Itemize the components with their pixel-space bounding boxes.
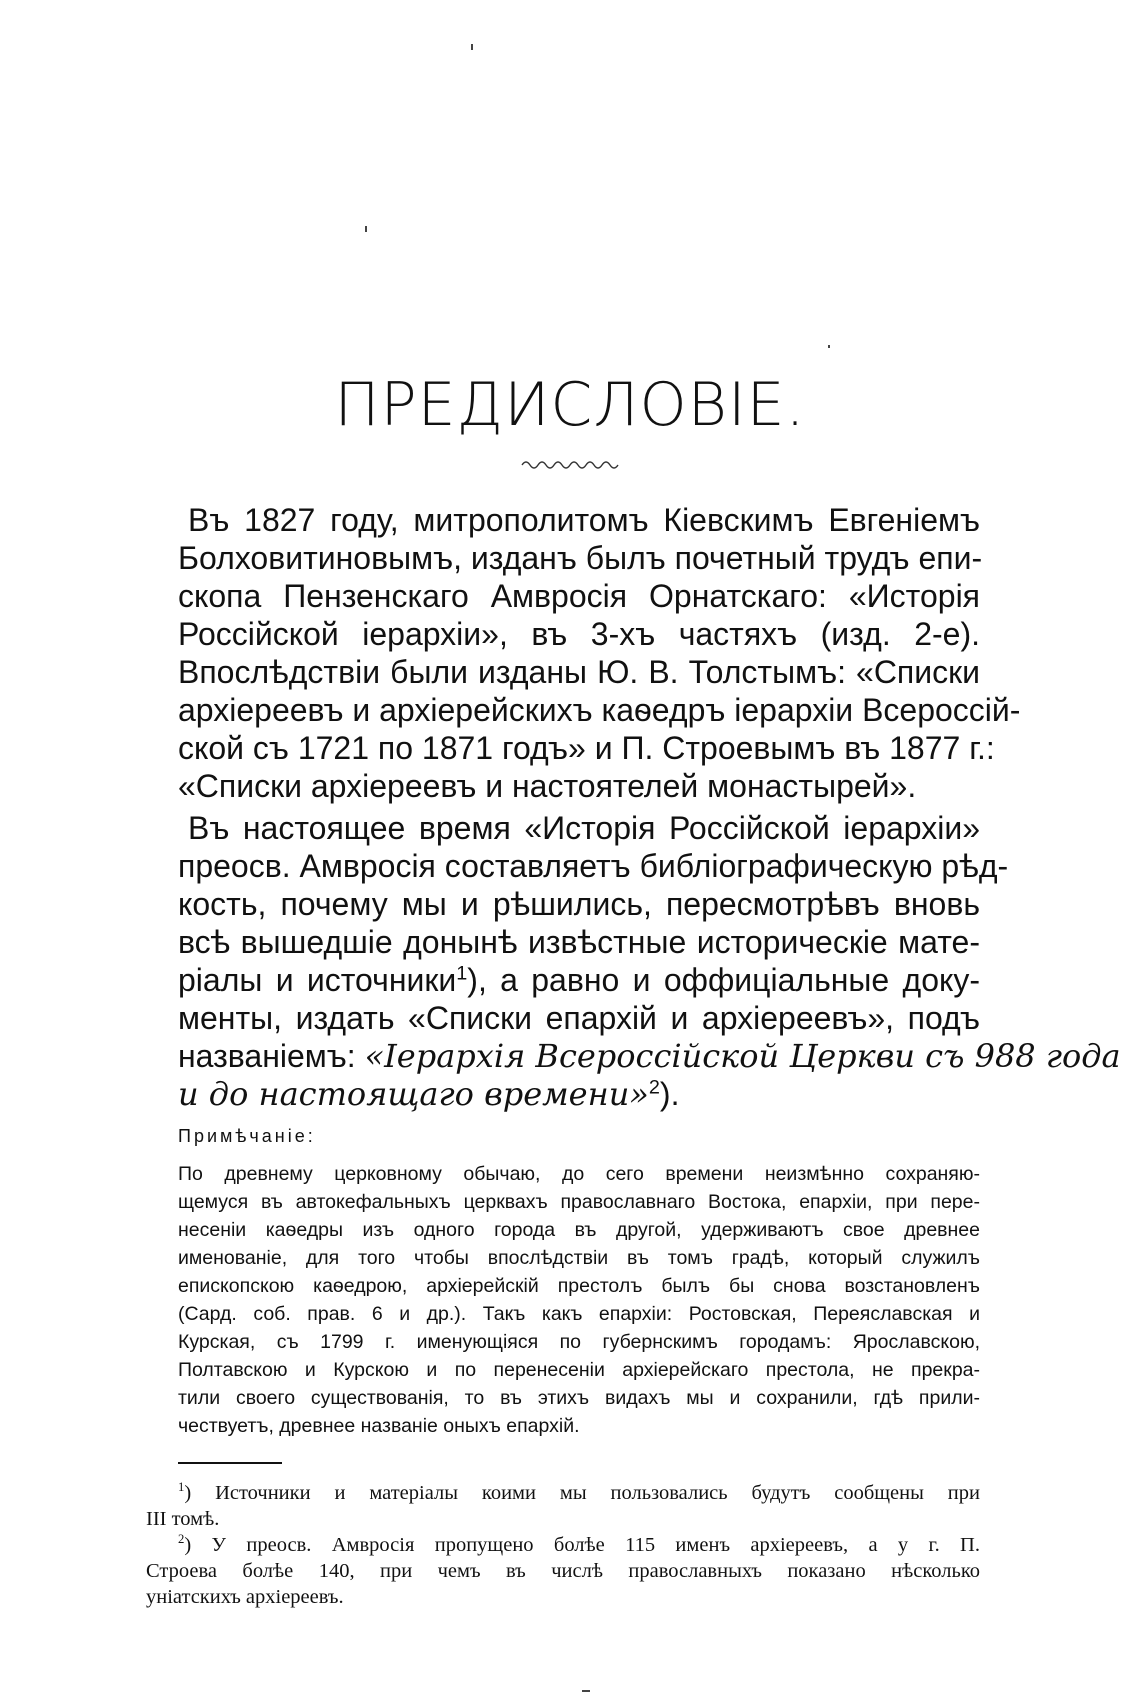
note-line: щемуся въ автокефальныхъ церквахъ православнаго Востока, епархіи, при пере- xyxy=(178,1191,980,1213)
footnote-1-line: III томѣ. xyxy=(146,1508,220,1530)
footnote-mark: 1 xyxy=(178,1480,185,1495)
work-title-italic: «Іерархія Всероссійской Церкви съ 988 года xyxy=(364,1037,1121,1075)
paragraph-2-line xyxy=(178,962,980,998)
line-text: ). xyxy=(659,1076,680,1112)
ink-speck xyxy=(471,44,473,50)
note-line: По древнему церковному обычаю, до сего времени неизмѣнно сохраняю- xyxy=(178,1163,980,1185)
note-line: чествуетъ, древнее названіе оныхъ епархій. xyxy=(178,1415,580,1437)
paragraph-1-line: «Списки архіереевъ и настоятелей монастырей». xyxy=(178,768,917,804)
paragraph-1-line: скопа Пензенскаго Амвросія Орнатскаго: «Исторія xyxy=(178,578,980,614)
paragraph-1-line: ской съ 1721 по 1871 годъ» и П. Строевымъ въ 1877 г.: xyxy=(178,730,995,766)
work-title-italic: и до настоящаго времени» xyxy=(178,1075,649,1113)
note-line: тили своего существованія, то въ этихъ видахъ мы и сохранили, гдѣ прили- xyxy=(178,1387,980,1409)
footnote-mark: 2 xyxy=(648,1076,660,1099)
note-line: (Сард. соб. прав. 6 и др.). Такъ какъ епархіи: Ростовская, Переяславская и xyxy=(178,1303,980,1325)
footnote-2-line xyxy=(178,1532,980,1558)
ink-speck xyxy=(582,1690,590,1692)
footnote-mark: 1 xyxy=(456,962,468,985)
footnote-separator xyxy=(178,1462,282,1464)
line-text: ), а равно и оффиціальные доку- xyxy=(467,962,981,998)
paragraph-1-line: Въ 1827 году, митрополитомъ Кіевскимъ Евгеніемъ xyxy=(188,502,980,538)
paragraph-1-line: Впослѣдствіи были изданы Ю. В. Толстымъ: «Списки xyxy=(178,654,980,690)
paragraph-2-line: менты, издать «Списки епархій и архіереевъ», подъ xyxy=(178,1000,980,1036)
paragraph-1-line: архіереевъ и архіерейскихъ каѳедръ іерархіи Всероссій- xyxy=(178,692,1021,728)
paragraph-2-line: всѣ вышедшіе донынѣ извѣстные историческіе мате- xyxy=(178,924,980,960)
line-text: ) У преосв. Амвросія пропущено болѣе 115 именъ архіереевъ, а у г. П. xyxy=(184,1534,980,1556)
page-title: ПРЕДИСЛОВІЕ. xyxy=(334,370,806,440)
footnote-2-line: уніатскихъ архіереевъ. xyxy=(146,1586,344,1608)
paragraph-2-line: преосв. Амвросія составляетъ библіографическую рѣд- xyxy=(178,848,1009,884)
footnote-2-line: Строева болѣе 140, при чемъ въ числѣ православныхъ показано нѣсколько xyxy=(146,1560,980,1582)
title-ornament xyxy=(520,458,620,472)
ink-speck xyxy=(828,345,830,348)
paragraph-2-line xyxy=(178,1037,1121,1075)
note-heading: Примѣчаніе: xyxy=(178,1126,316,1146)
line-text: ) Источники и матеріалы коими мы пользовались будутъ сообщены при xyxy=(184,1482,980,1504)
line-text: ріалы и источники xyxy=(178,962,457,998)
line-text: названіемъ: xyxy=(178,1038,365,1074)
note-line: несеніи каѳедры изъ одного города въ другой, удерживаютъ свое древнее xyxy=(178,1219,980,1241)
note-line: именованіе, для того чтобы впослѣдствіи въ томъ градѣ, который служилъ xyxy=(178,1247,980,1269)
paragraph-2-line: Въ настоящее время «Исторія Россійской іерархіи» xyxy=(188,810,980,846)
ink-speck xyxy=(365,226,367,232)
paragraph-2-line xyxy=(178,1076,980,1112)
paragraph-1-line: Болховитиновымъ, изданъ былъ почетный трудъ епи- xyxy=(178,540,983,576)
paragraph-1-line: Россійской іерархіи», въ 3-хъ частяхъ (изд. 2-е). xyxy=(178,616,980,652)
note-line: Полтавскою и Курскою и по перенесеніи архіерейскаго престола, не прекра- xyxy=(178,1359,980,1381)
footnote-mark: 2 xyxy=(178,1532,185,1547)
paragraph-2-line: кость, почему мы и рѣшились, пересмотрѣвъ вновь xyxy=(178,886,980,922)
note-line: Курская, съ 1799 г. именующіяся по губернскимъ городамъ: Ярославскою, xyxy=(178,1331,980,1353)
note-line: епископскою каѳедрою, архіерейскій престолъ былъ бы снова возстановленъ xyxy=(178,1275,980,1297)
footnote-1-line xyxy=(178,1480,980,1506)
